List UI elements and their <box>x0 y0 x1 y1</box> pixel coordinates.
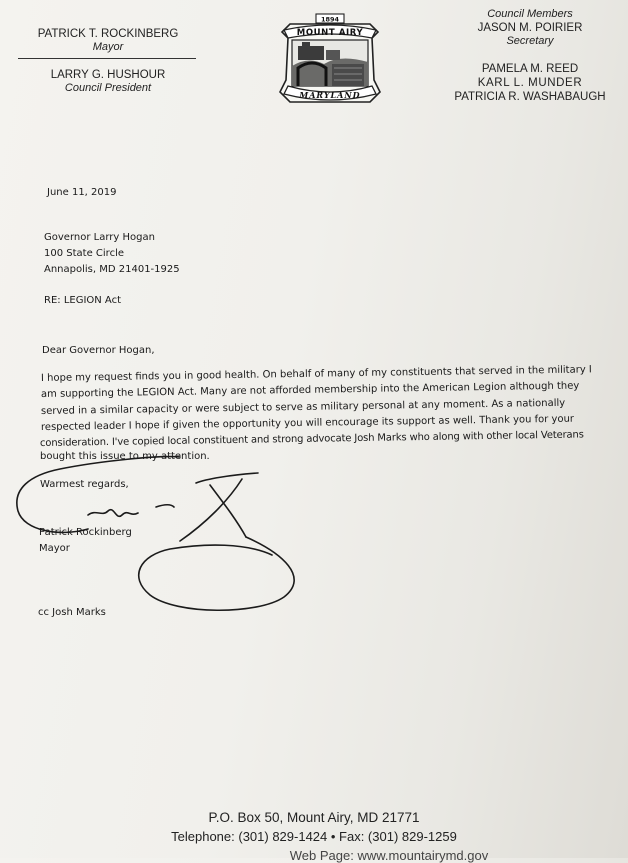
mayor-name: PATRICK T. ROCKINBERG <box>37 28 179 40</box>
town-seal <box>268 6 392 110</box>
seal-year: 1894 <box>320 15 340 24</box>
footer-web-text: Web Page: www.mountairymd.gov <box>289 848 489 863</box>
re-line: RE: LEGION Act <box>44 295 122 306</box>
council-president-name: LARRY G. HUSHOUR <box>50 69 166 81</box>
mayor-title: Mayor <box>92 41 124 53</box>
secretary-title: Secretary <box>506 35 554 47</box>
council-president-block <box>18 68 198 95</box>
council-member-2: KARL L. MUNDER <box>477 77 583 89</box>
footer-web <box>0 848 628 863</box>
council-president-title: Council President <box>64 82 152 94</box>
body-line-1: I hope my request finds you in good health. On behalf of many of my constituents that served in the military I <box>40 364 592 384</box>
recipient-line-3: Annapolis, MD 21401-1925 <box>44 264 180 275</box>
body-line-6: bought this issue to my attention. <box>40 451 210 462</box>
cc-line: cc Josh Marks <box>38 607 106 618</box>
recipient-line-2: 100 State Circle <box>44 248 124 259</box>
body-line-5: consideration. I've copied local constituent and strong advocate Josh Marks who along with other local Veterans <box>39 429 584 449</box>
handwritten-signature <box>10 445 310 615</box>
seal-bottom-text: MARYLAND <box>299 90 361 100</box>
council-member-1: PAMELA M. REED <box>481 63 579 75</box>
footer-address: P.O. Box 50, Mount Airy, MD 21771 <box>208 810 420 825</box>
letterhead-divider-left <box>18 58 196 59</box>
council-member-3: PATRICIA R. WASHABAUGH <box>454 91 606 103</box>
closing: Warmest regards, <box>40 479 129 490</box>
salutation: Dear Governor Hogan, <box>42 345 155 356</box>
council-members-label: Council Members <box>487 8 573 20</box>
council-members-list <box>440 62 620 104</box>
signer-name: Patrick Rockinberg <box>39 527 132 538</box>
seal-top-text: MOUNT AIRY <box>296 28 364 38</box>
town-seal-graphic <box>268 6 392 110</box>
recipient-line-1: Governor Larry Hogan <box>44 232 155 243</box>
body-line-4: respected leader I hope if given the opportunity you will encourage its support as well. Thank you for your <box>40 413 575 433</box>
secretary-name: JASON M. POIRIER <box>477 22 583 34</box>
body-line-3: served in a similar capacity or were subject to serve as military personal at any moment. As a nationally <box>40 397 566 417</box>
council-members-block <box>440 8 620 48</box>
body-line-2: am supporting the LEGION Act. Many are not afforded membership into the American Legion although they <box>40 380 580 400</box>
letter-date: June 11, 2019 <box>47 187 117 198</box>
mayor-block <box>18 27 198 54</box>
footer-phones: Telephone: (301) 829-1424 • Fax: (301) 829-1259 <box>171 829 457 844</box>
signer-title: Mayor <box>39 543 70 554</box>
